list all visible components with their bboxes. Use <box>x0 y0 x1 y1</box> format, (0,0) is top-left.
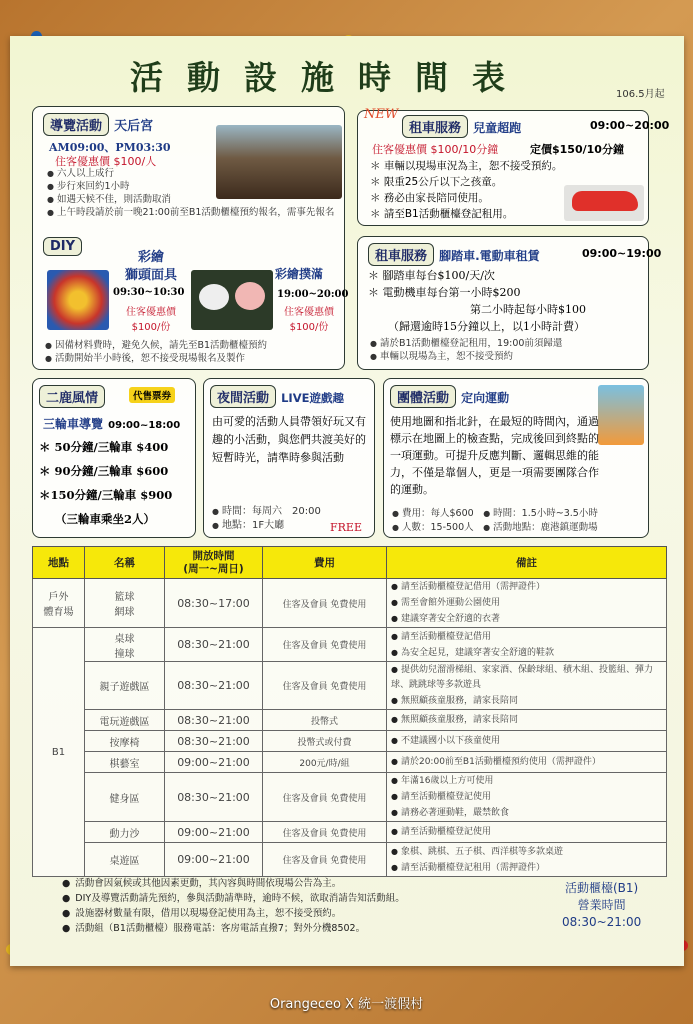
kids-car-box <box>357 107 670 226</box>
facility-table <box>32 546 667 877</box>
cell-time: 08:30~21:00 <box>165 662 263 710</box>
cell-name: 桌遊區 <box>85 843 165 877</box>
bike-line: 第二小時起每小時$100 <box>470 303 586 316</box>
footer-note: ● DIY及導覽活動請先預約，參與活動請準時，逾時不候，欲取消請告知活動組。 <box>62 891 405 906</box>
night-activity-box <box>203 378 375 538</box>
night-name: LIVE遊戲趣 <box>281 391 344 405</box>
footer-notes <box>62 876 405 936</box>
kids-rule: ＊ 請至B1活動櫃檯登記租用。 <box>370 208 514 220</box>
cell-time: 09:00~21:00 <box>165 822 263 843</box>
diy-notes: ● 因備材料費時，避免久候，請先至B1活動櫃檯預約 ● 活動開始半小時後，恕不接受現場報名及製作 <box>45 339 341 365</box>
piggy-bank-photo <box>191 270 273 330</box>
header-name: 名稱 <box>85 547 165 579</box>
table-header <box>33 547 667 579</box>
cell-fee: 200元/時/組 <box>263 752 387 773</box>
cell-fee: 住客及會員 免費使用 <box>263 579 387 628</box>
cell-fee: 住客及會員 免費使用 <box>263 773 387 822</box>
cell-fee: 投幣式 <box>263 710 387 731</box>
table-row <box>33 843 667 877</box>
cell-notes: ● 請至活動櫃檯登記借用（需押證件） ● 需至會館外運動公園使用 ● 建議穿著安全舒適的衣著 <box>387 579 667 628</box>
diy-item1-time: 09:30~10:30 <box>113 287 185 298</box>
table-row <box>33 628 667 662</box>
orienteering-photo <box>598 385 644 445</box>
cell-name: 按摩椅 <box>85 731 165 752</box>
kids-name: 兒童超跑 <box>473 121 522 135</box>
cell-time: 08:30~21:00 <box>165 710 263 731</box>
kids-regular-price: 定價$150/10分鐘 <box>530 143 624 156</box>
cell-name: 桌球 撞球 <box>85 628 165 662</box>
bike-line: （歸還逾時15分鐘以上，以1小時計費） <box>388 320 585 333</box>
diy-item2-name: 彩繪撲滿 <box>275 267 324 281</box>
trike-box <box>32 378 196 538</box>
cell-fee: 住客及會員 免費使用 <box>263 843 387 877</box>
table-row <box>33 731 667 752</box>
free-badge: FREE <box>330 521 362 534</box>
kids-price: 住客優惠價 $100/10分鐘 <box>372 143 499 156</box>
trike-note: （三輪車乘坐2人） <box>55 512 156 526</box>
bike-line: ＊ 腳踏車每台$100/天/次 <box>368 269 495 282</box>
cell-fee: 住客及會員 免費使用 <box>263 628 387 662</box>
kids-rule: ＊ 限重25公斤以下之孩童。 <box>370 176 503 188</box>
group-fee: ● 費用：每人$600 <box>392 508 474 519</box>
effective-date: 106.5月起 <box>616 89 665 100</box>
diy-item2-price: 住客優惠價 $100/份 <box>284 307 334 333</box>
cell-location: B1 <box>33 628 85 877</box>
cell-notes: ● 請於20:00前至B1活動櫃檯預約使用（需押證件） <box>387 752 667 773</box>
cell-notes: ● 無照顧孩童服務，請家長陪同 <box>387 710 667 731</box>
table-row <box>33 579 667 628</box>
group-name: 定向運動 <box>461 391 510 405</box>
cell-time: 08:30~21:00 <box>165 731 263 752</box>
group-activity-box <box>383 378 649 538</box>
cell-time: 09:00~21:00 <box>165 752 263 773</box>
table-row <box>33 662 667 710</box>
trike-rate: ＊150分鐘/三輪車 $900 <box>39 488 173 502</box>
cell-name: 動力沙 <box>85 822 165 843</box>
bike-line: ＊ 電動機車每台第一小時$200 <box>368 286 521 299</box>
counter-hours <box>562 880 641 931</box>
footer-note: ● 設施器材數量有限，借用以現場登記使用為主，恕不接受預約。 <box>62 906 405 921</box>
night-time: ● 時間：每周六 20:00 <box>212 505 321 519</box>
table-row <box>33 752 667 773</box>
cell-fee: 投幣式或付費 <box>263 731 387 752</box>
ticket-badge: 代售票券 <box>129 387 175 403</box>
cell-notes: ● 請至活動櫃檯登記使用 <box>387 822 667 843</box>
group-duration: ● 時間：1.5小時~3.5小時 <box>483 508 598 519</box>
tour-notes: ● 六人以上成行 ● 步行來回約1小時 ● 如遇天候不佳，則活動取消 ● 上午時段請於前一晚21:00前至B1活動櫃檯預約報名，需事先報名 <box>47 167 339 219</box>
lion-mask-photo <box>47 270 109 330</box>
table-row <box>33 710 667 731</box>
cell-name: 親子遊戲區 <box>85 662 165 710</box>
new-badge: NEW <box>364 107 399 122</box>
kids-supercar-photo <box>564 185 644 221</box>
trike-rate: ＊ 90分鐘/三輪車 $600 <box>39 464 169 478</box>
kids-rule: ＊ 務必由家長陪同使用。 <box>370 192 489 204</box>
diy-item1-name: 彩繪 獅頭面具 <box>124 250 177 283</box>
diy-item1-price: 住客優惠價 $100/份 <box>126 307 176 333</box>
cell-time: 08:30~21:00 <box>165 628 263 662</box>
bike-name: 腳踏車.電動車租賃 <box>439 249 540 263</box>
night-place: ● 地點：1F大廳 <box>212 519 321 533</box>
header-hours: 開放時間 (周一~周日) <box>165 547 263 579</box>
cell-fee: 住客及會員 免費使用 <box>263 822 387 843</box>
poster-title: 活動設施時間表 <box>130 58 529 97</box>
trike-rate: ＊ 50分鐘/三輪車 $400 <box>39 440 169 454</box>
tour-name: 天后宮 <box>114 119 154 134</box>
cell-notes: ● 象棋、跳棋、五子棋、西洋棋等多款桌遊 ● 請至活動櫃檯登記租用（需押證件） <box>387 843 667 877</box>
cell-fee: 住客及會員 免費使用 <box>263 662 387 710</box>
bike-rental-box <box>357 236 662 370</box>
tour-tag: 導覽活動 <box>43 113 109 136</box>
cell-name: 健身區 <box>85 773 165 822</box>
cell-name: 籃球 網球 <box>85 579 165 628</box>
counter-label: 營業時間 <box>577 898 626 912</box>
table-row <box>33 773 667 822</box>
group-desc: 使用地圖和指北針，在最短的時間內，通過標示在地圖上的檢查點，完成後回到終點的一項運動。可提升反應判斷、邏輯思維的能力，不僅是靠個人，更是一項需要團隊合作的運動。 <box>390 415 599 496</box>
cell-name: 棋藝室 <box>85 752 165 773</box>
header-fee: 費用 <box>263 547 387 579</box>
counter-time: 08:30~21:00 <box>562 915 642 929</box>
trike-name: 三輪車導覽 <box>43 417 104 431</box>
bike-notes: ● 請於B1活動櫃檯登記租用，19:00前須歸還 ● 車輛以現場為主，恕不接受預約 <box>370 337 644 363</box>
night-tag: 夜間活動 <box>210 385 276 408</box>
bike-tag: 租車服務 <box>368 243 434 266</box>
cell-time: 08:30~17:00 <box>165 579 263 628</box>
kids-time: 09:00~20:00 <box>590 119 670 132</box>
kids-tag: 租車服務 <box>402 115 468 138</box>
schedule-poster <box>10 36 684 966</box>
diy-tag: DIY <box>43 237 82 256</box>
tour-diy-box <box>32 106 349 370</box>
cell-notes: ● 請至活動櫃檯登記借用 ● 為安全起見，建議穿著安全舒適的鞋款 <box>387 628 667 662</box>
night-desc: 由可愛的活動人員帶領好玩又有趣的小活動，與您們共渡美好的短暫時光，請準時參與活動 <box>212 415 366 464</box>
header-location: 地點 <box>33 547 85 579</box>
table-row <box>33 822 667 843</box>
kids-rule: ＊ 車輛以現場車況為主，恕不接受預約。 <box>370 160 563 172</box>
cell-notes: ● 提供幼兒溜滑梯組、家家酒、保齡球組、積木組、投籃組、彈力球、跳跳球等多款遊具 ● 無照顧孩童服務，請家長陪同 <box>387 662 667 710</box>
temple-photo <box>216 125 342 199</box>
footer-note: ● 活動組（B1活動櫃檯）服務電話：客房電話直撥7；對外分機8502。 <box>62 921 405 936</box>
group-tag: 團體活動 <box>390 385 456 408</box>
trike-tag: 二鹿風情 <box>39 385 105 408</box>
tour-price: 住客優惠價 $100/人 <box>55 155 157 168</box>
footer-note: ● 活動會因氣候或其他因素更動，其內容與時間依現場公告為主。 <box>62 876 405 891</box>
tour-time: AM09:00、PM03:30 <box>49 141 171 154</box>
header-notes: 備註 <box>387 547 667 579</box>
cell-notes: ● 年滿16歲以上方可使用 ● 請至活動櫃檯登記使用 ● 請務必著運動鞋，嚴禁飲食 <box>387 773 667 822</box>
cell-location: 戶外 體育場 <box>33 579 85 628</box>
trike-time: 09:00~18:00 <box>108 420 181 431</box>
photo-credit: Orangeceo X 統一渡假村 <box>269 997 424 1012</box>
cell-time: 08:30~21:00 <box>165 773 263 822</box>
cell-time: 09:00~21:00 <box>165 843 263 877</box>
counter-name: 活動櫃檯(B1) <box>564 881 639 895</box>
diy-item2-time: 19:00~20:00 <box>277 289 349 300</box>
cell-notes: ● 不建議國小以下孩童使用 <box>387 731 667 752</box>
group-people: ● 人數：15-500人 <box>392 522 474 533</box>
bike-time: 09:00~19:00 <box>582 247 662 260</box>
group-place: ● 活動地點：鹿港鎮運動場 <box>483 522 598 533</box>
cell-name: 電玩遊戲區 <box>85 710 165 731</box>
